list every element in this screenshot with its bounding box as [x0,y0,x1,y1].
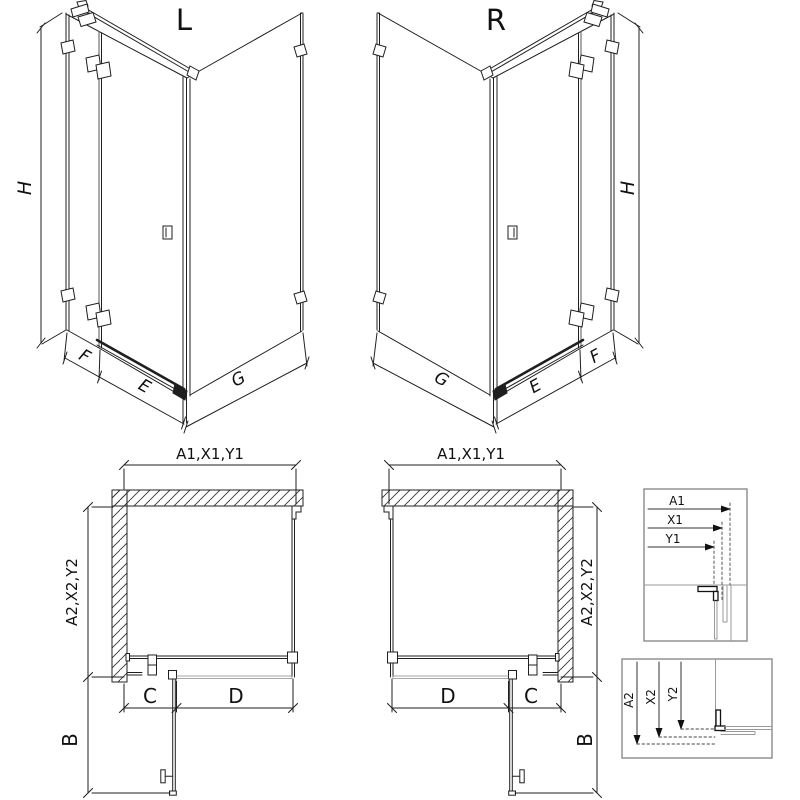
detail-box-depth [622,659,772,758]
iso-left-geometry [37,1,309,434]
iso-right-title: R [485,3,507,37]
plan-right-dim-side: A2,X2,Y2 [578,558,596,626]
detail-box-width [644,489,747,641]
detail-box-depth-frame [622,659,772,758]
iso-right-dim-door: E [526,375,546,398]
plan-right-dim-door: D [440,684,456,708]
plan-left-dim-side: A2,X2,Y2 [63,558,81,626]
detail-depth-label-a2: A2 [622,692,636,708]
plan-right-dim-swing: B [573,733,597,747]
detail-box-width-frame [644,489,747,641]
iso-left-dim-height: H [14,180,36,196]
plan-view-left [58,445,303,798]
plan-left-dim-door: D [228,684,244,708]
detail-depth-label-x2: X2 [644,689,658,705]
iso-right-dim-side: G [430,367,452,392]
plan-view-right [382,445,602,798]
plan-right-dim-top: A1,X1,Y1 [437,445,505,463]
detail-width-label-x1: X1 [667,513,683,527]
wall-section-top [112,490,303,506]
plan-right-dim-fixed: C [524,684,538,708]
iso-right-dim-height: H [617,180,639,196]
iso-view-left [14,1,309,434]
wall-section-left [112,490,127,682]
iso-right-geometry [371,1,643,434]
iso-left-dim-fixed: F [75,345,94,368]
wall-section-right [558,490,573,682]
detail-width-label-a1: A1 [669,494,685,508]
plan-left-dim-fixed: C [143,684,157,708]
iso-left-dim-side: G [228,367,250,392]
plan-left-dim-top: A1,X1,Y1 [176,445,244,463]
detail-depth-label-y2: Y2 [666,686,680,702]
plan-left-dim-swing: B [58,733,82,747]
iso-left-dim-door: E [134,375,154,398]
iso-view-right [371,1,643,434]
iso-left-title: L [175,3,193,37]
iso-right-dim-fixed: F [586,345,605,368]
detail-width-label-y1: Y1 [665,532,681,546]
wall-section-top [382,490,573,506]
